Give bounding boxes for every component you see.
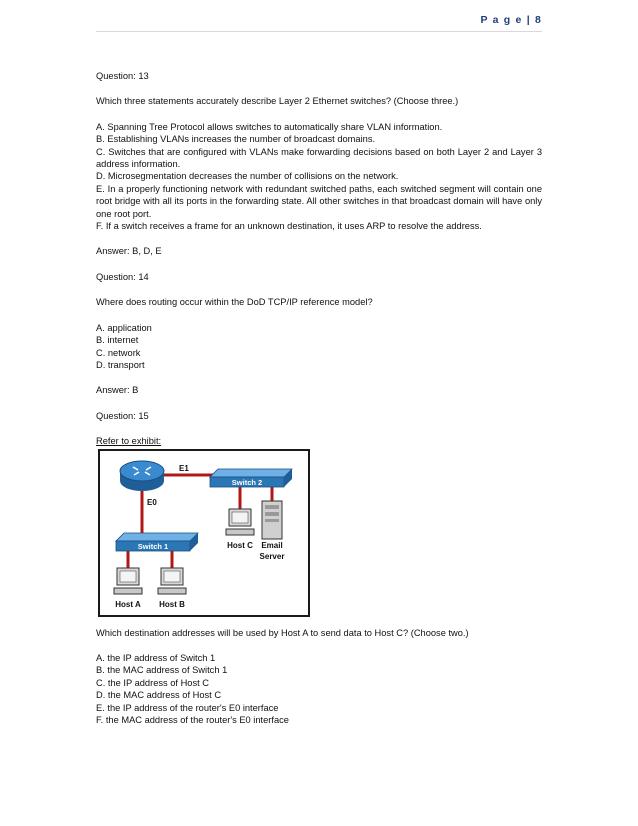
label-e0: E0	[147, 497, 157, 507]
network-exhibit	[98, 449, 310, 617]
label-e1: E1	[179, 463, 189, 473]
router-icon	[120, 461, 164, 491]
host-c-icon	[226, 509, 254, 535]
page-header: P a g e | 8	[96, 14, 542, 32]
host-b-icon	[158, 568, 186, 594]
question-14-option-c: C. network	[96, 347, 141, 358]
question-15-option-c: C. the IP address of Host C	[96, 677, 209, 688]
question-15-option-b: B. the MAC address of Switch 1	[96, 665, 228, 676]
question-15-option-f: F. the MAC address of the router's E0 interface	[96, 714, 289, 725]
question-15-number: Question: 15	[96, 410, 149, 421]
email-server-icon	[262, 501, 282, 539]
question-15-text: Which destination addresses will be used by Host A to send data to Host C? (Choose two.)	[96, 627, 469, 638]
question-15-option-a: A. the IP address of Switch 1	[96, 652, 216, 663]
switch-2-label: Switch 2	[231, 477, 263, 487]
question-13-text: Which three statements accurately describe Layer 2 Ethernet switches? (Choose three.)	[96, 96, 459, 107]
question-13-option-d: D. Microsegmentation decreases the number of collisions on the network.	[96, 171, 399, 182]
email-server-label-line2: Server	[259, 551, 285, 561]
question-14-option-d: D. transport	[96, 359, 145, 370]
question-15-option-d: D. the MAC address of Host C	[96, 690, 222, 701]
question-13-option-e: E. In a properly functioning network with redundant switched paths, each switched segment will contain one root bridge with all its ports in the forwarding state. All other switches in that broadcast domain will have only one root port.	[96, 183, 545, 219]
question-14-answer: Answer: B	[96, 385, 139, 396]
document-body	[96, 70, 545, 726]
network-diagram	[100, 451, 308, 615]
exhibit-label: Refer to exhibit:	[96, 436, 162, 447]
switch-1-label: Switch 1	[137, 541, 169, 551]
question-13-option-b: B. Establishing VLANs increases the number of broadcast domains.	[96, 134, 376, 145]
question-15-option-e: E. the IP address of the router's E0 interface	[96, 702, 279, 713]
question-13-option-f: F. If a switch receives a frame for an unknown destination, it uses ARP to resolve the address.	[96, 221, 482, 232]
question-14-text: Where does routing occur within the DoD TCP/IP reference model?	[96, 297, 373, 308]
question-13-option-a: A. Spanning Tree Protocol allows switches to automatically share VLAN information.	[96, 121, 443, 132]
email-server-label-line1: Email	[261, 540, 283, 550]
question-14-option-a: A. application	[96, 322, 152, 333]
question-13-answer: Answer: B, D, E	[96, 246, 162, 257]
question-13-number: Question: 13	[96, 71, 149, 81]
host-b-label: Host B	[159, 599, 185, 609]
question-13-option-c: C. Switches that are configured with VLANs make forwarding decisions based on both Layer 2 and Layer 3 address information.	[96, 146, 545, 170]
host-c-label: Host C	[227, 540, 253, 550]
question-14-option-b: B. internet	[96, 335, 139, 346]
host-a-icon	[114, 568, 142, 594]
question-14-number: Question: 14	[96, 271, 149, 282]
host-a-label: Host A	[115, 599, 141, 609]
